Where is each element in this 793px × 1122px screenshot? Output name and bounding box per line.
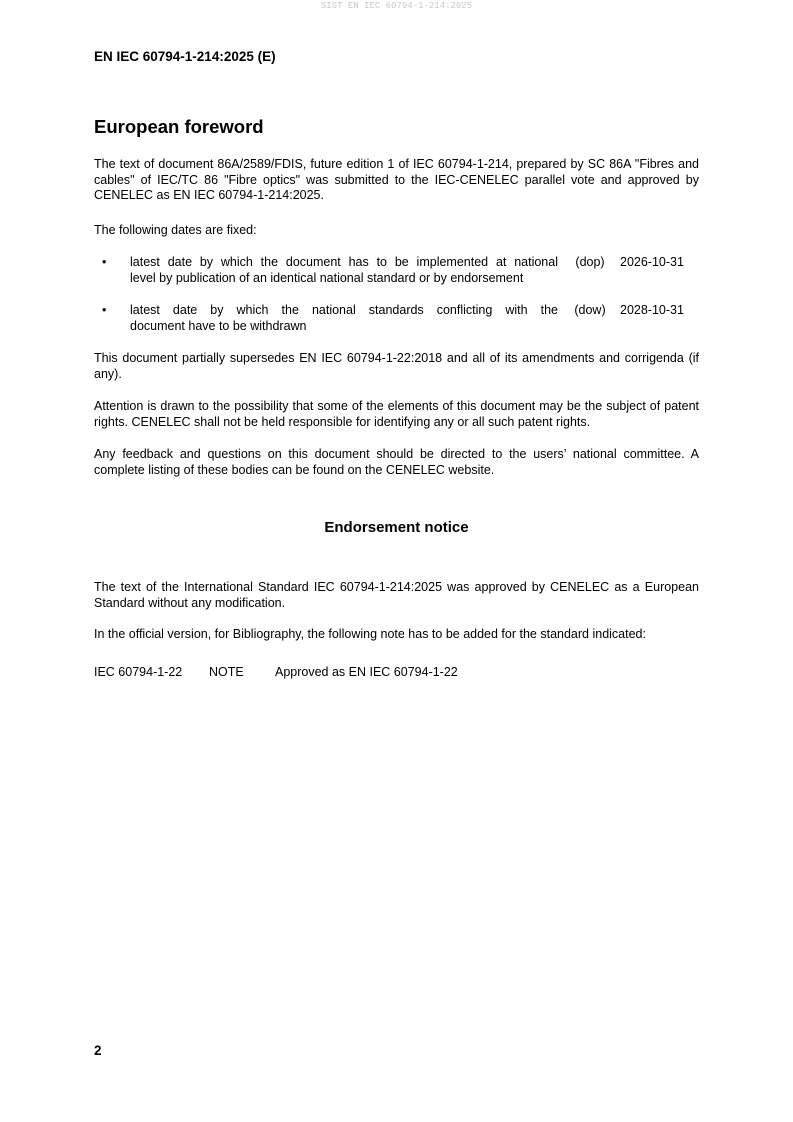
- date-item-type: (dow): [574, 303, 606, 317]
- supersedes-paragraph: This document partially supersedes EN IEC 60794-1-22:2018 and all of its amendments and corrigenda (if any).: [94, 351, 699, 381]
- endorsement-text: The text of the International Standard IEC 60794-1-214:2025 was approved by CENELEC as a European Standard without any modification.: [94, 580, 699, 610]
- endorsement-heading: Endorsement notice: [324, 519, 469, 536]
- date-item-type: (dop): [575, 255, 605, 269]
- watermark: SIST EN IEC 60794-1-214:2025: [320, 1, 473, 11]
- bullet-icon: •: [102, 255, 107, 269]
- note-standard: IEC 60794-1-22: [94, 665, 183, 679]
- bibliography-note: In the official version, for Bibliography, the following note has to be added for the standard indicated:: [94, 627, 646, 641]
- date-item-date: 2028-10-31: [620, 303, 684, 317]
- date-item-dop: [94, 255, 699, 289]
- page-number: 2: [94, 1043, 102, 1058]
- date-item-dow: [94, 303, 699, 337]
- dates-intro: The following dates are fixed:: [94, 223, 257, 237]
- date-item-line: latest date by which the document has to be implemented at national: [130, 255, 558, 269]
- date-item-line: document have to be withdrawn: [130, 318, 307, 333]
- bullet-icon: •: [102, 303, 107, 317]
- patent-paragraph: Attention is drawn to the possibility that some of the elements of this document may be the subject of patent rights. CENELEC shall not be held responsible for identifying any or all such patent rights.: [94, 399, 699, 429]
- note-label: NOTE: [209, 665, 244, 679]
- date-item-line: level by publication of an identical national standard or by endorsement: [130, 270, 524, 285]
- date-item-description: [130, 255, 558, 286]
- feedback-paragraph: Any feedback and questions on this document should be directed to the users’ national committee. A complete listing of these bodies can be found on the CENELEC website.: [94, 447, 699, 477]
- date-item-date: 2026-10-31: [620, 255, 684, 269]
- note-text: Approved as EN IEC 60794-1-22: [275, 665, 458, 679]
- foreword-heading: European foreword: [94, 116, 264, 137]
- date-item-line: latest date by which the national standards conflicting with the: [130, 303, 558, 317]
- document-id: EN IEC 60794-1-214:2025 (E): [94, 49, 276, 64]
- foreword-intro: The text of document 86A/2589/FDIS, future edition 1 of IEC 60794-1-214, prepared by SC 86A "Fibres and cables" of IEC/TC 86 "Fibre optics" was submitted to the IEC-CENELEC parallel vote and approved by CENELEC as EN IEC 60794-1-214:2025.: [94, 157, 699, 202]
- date-item-description: [130, 303, 558, 334]
